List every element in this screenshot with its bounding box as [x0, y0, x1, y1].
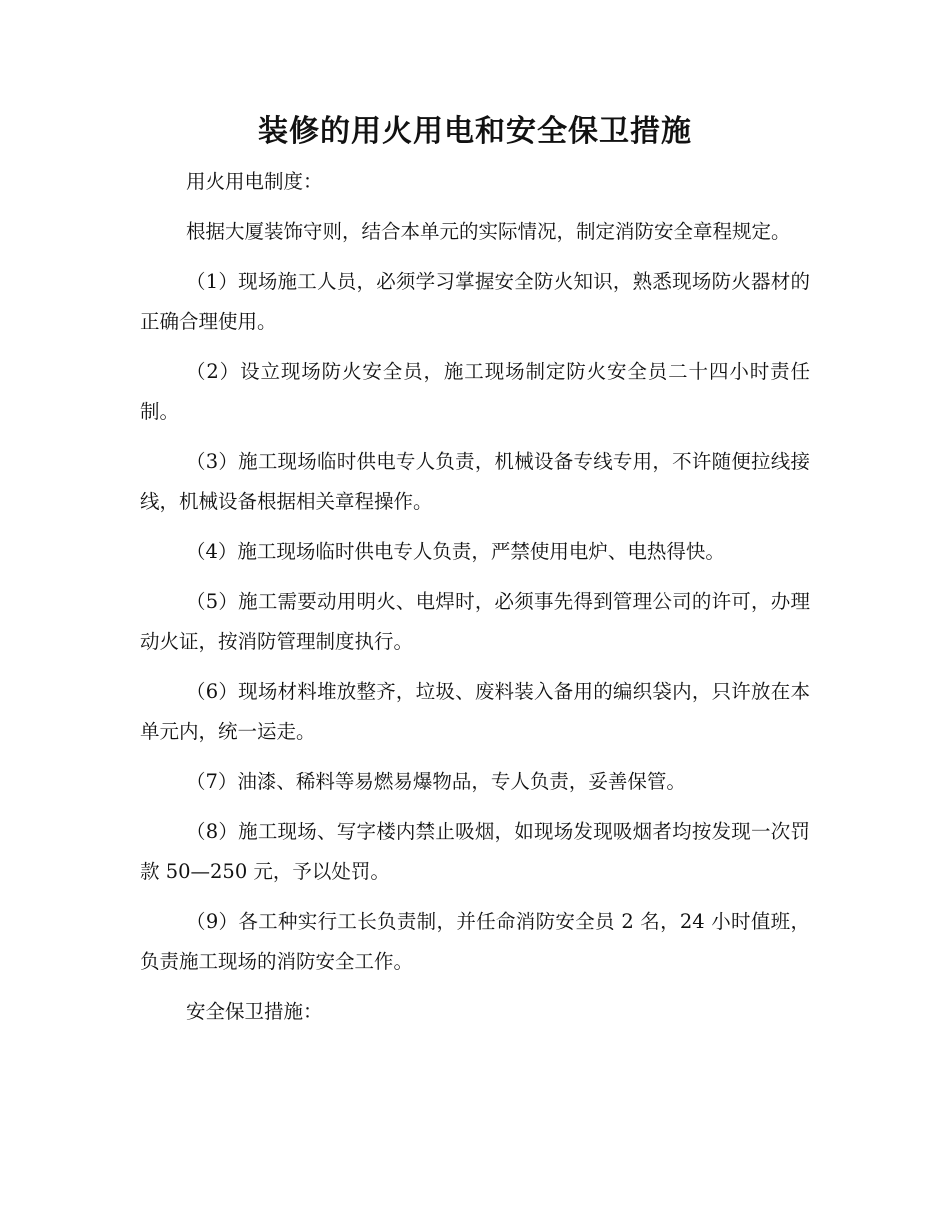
rule-item-5: （5）施工需要动用明火、电焊时，必须事先得到管理公司的许可，办理动火证，按消防管理制度执行。: [140, 590, 810, 653]
rule-item-9: （9）各工种实行工长负责制，并任命消防安全员 2 名，24 小时值班，负责施工现场的消防安全工作。: [140, 910, 810, 973]
rule-item-7: （7）油漆、稀料等易燃易爆物品，专人负责，妥善保管。: [186, 770, 686, 793]
rule-item-1: （1）现场施工人员，必须学习掌握安全防火知识，熟悉现场防火器材的正确合理使用。: [140, 270, 810, 333]
rule-item-2: （2）设立现场防火安全员，施工现场制定防火安全员二十四小时责任制。: [140, 360, 810, 423]
rule-item-3: （3）施工现场临时供电专人负责，机械设备专线专用，不许随便拉线接线，机械设备根据相关章程操作。: [140, 450, 810, 513]
rule-item-4: （4）施工现场临时供电专人负责，严禁使用电炉、电热得快。: [186, 540, 725, 563]
intro-paragraph: 根据大厦装饰守则，结合本单元的实际情况，制定消防安全章程规定。: [186, 220, 791, 243]
rule-item-6: （6）现场材料堆放整齐，垃圾、废料装入备用的编织袋内，只许放在本单元内，统一运走。: [140, 680, 810, 743]
section-heading-security: 安全保卫措施：: [186, 1000, 323, 1023]
document-title: 装修的用火用电和安全保卫措施: [258, 114, 692, 149]
rule-item-8: （8）施工现场、写字楼内禁止吸烟，如现场发现吸烟者均按发现一次罚款 50—250 元，予以处罚。: [140, 820, 810, 883]
document-body: [140, 162, 810, 1042]
section-heading-fire-electric: 用火用电制度：: [186, 170, 323, 193]
